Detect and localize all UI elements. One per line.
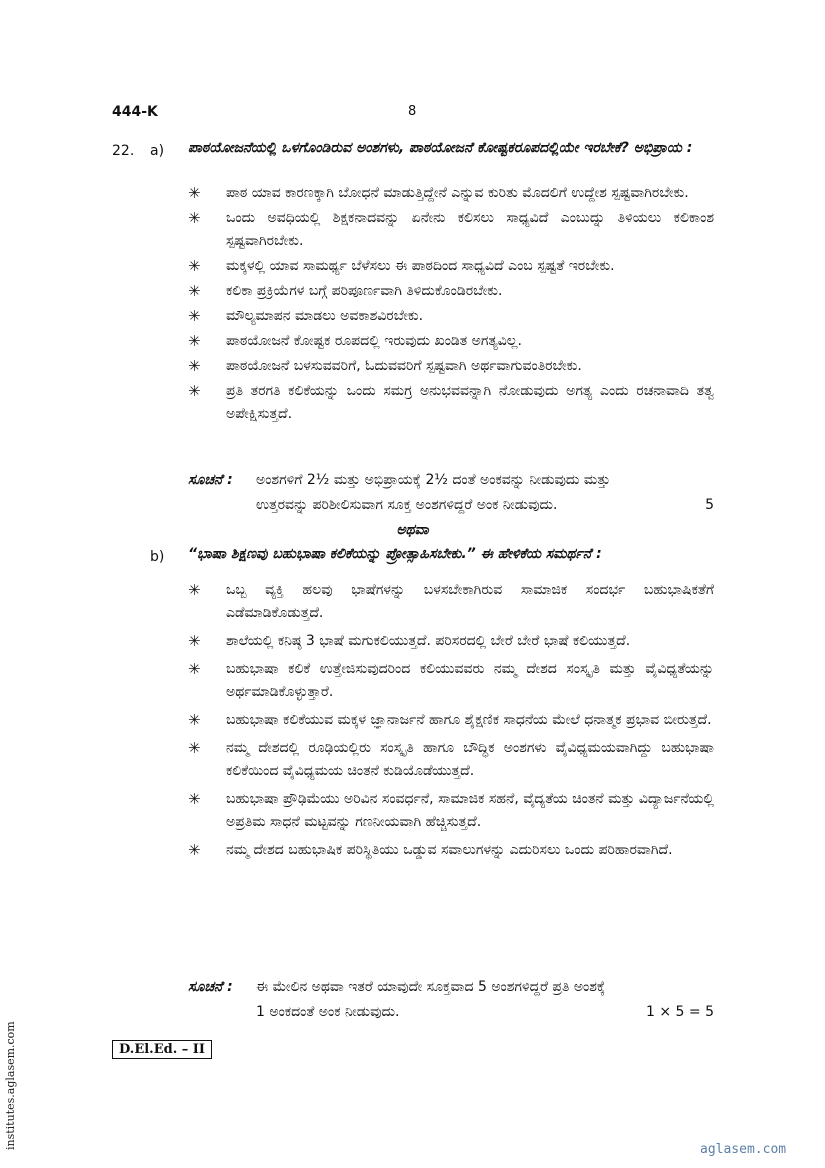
part-b-label: b) <box>150 549 165 565</box>
asterisk-icon: ✳ <box>188 209 201 227</box>
asterisk-icon: ✳ <box>188 307 201 325</box>
part-a-points <box>188 182 714 428</box>
list-item: ✳ ಬಹುಭಾಷಾ ಕಲಿಕೆಯುವ ಮಕ್ಕಳ ಜ್ಞಾನಾರ್ಜನೆ ಹಾಗೂ ಶೈಕ್ಷಣಿಕ ಸಾಧನೆಯ ಮೇಲೆ ಧನಾತ್ಮಕ ಪ್ರಭಾವ ಬೀರುತ್ತದೆ. <box>188 709 714 732</box>
side-watermark: institutes.aglasem.com <box>4 1021 17 1150</box>
list-item: ✳ ಪಾಠಯೋಜನೆ ಬಳಸುವವರಿಗೆ, ಓದುವವರಿಗೆ ಸ್ಪಷ್ಟವಾಗಿ ಅರ್ಥವಾಗುವಂತಿರಬೇಕು. <box>188 355 714 378</box>
part-b-note <box>188 976 714 1026</box>
or-separator: ಅಥವಾ <box>396 522 429 538</box>
paper-code: 444-K <box>112 104 158 120</box>
note-line-1: ಈ ಮೇಲಿನ ಅಥವಾ ಇತರೆ ಯಾವುದೇ ಸೂಕ್ತವಾದ 5 ಅಂಶಗಳಿದ್ದರೆ ಪ್ರತಿ ಅಂಶಕ್ಕೆ <box>256 979 606 995</box>
part-b-heading: “ಭಾಷಾ ಶಿಕ್ಷಣವು ಬಹುಭಾಷಾ ಕಲಿಕೆಯನ್ನು ಪ್ರೋತ್ಸಾಹಿಸಬೇಕು.” ಈ ಹೇಳಿಕೆಯ ಸಮರ್ಥನೆ : <box>188 546 602 562</box>
course-box: D.El.Ed. – II <box>112 1040 212 1059</box>
list-item: ✳ ಪ್ರತಿ ತರಗತಿ ಕಲಿಕೆಯನ್ನು ಒಂದು ಸಮಗ್ರ ಅನುಭವವನ್ನಾಗಿ ನೋಡುವುದು ಅಗತ್ಯ ಎಂದು ರಚನಾವಾದಿ ತತ್ವ ಅಪೇಕ್ಷಿಸುತ್ತದೆ. <box>188 380 714 426</box>
asterisk-icon: ✳ <box>188 332 201 350</box>
marks: 5 <box>705 497 714 513</box>
part-a-label: a) <box>150 143 165 159</box>
list-item: ✳ ಮಕ್ಕಳಲ್ಲಿ ಯಾವ ಸಾಮರ್ಥ್ಯ ಬೆಳೆಸಲು ಈ ಪಾಠದಿಂದ ಸಾಧ್ಯವಿದೆ ಎಂಬ ಸ್ಪಷ್ಟತೆ ಇರಬೇಕು. <box>188 255 714 278</box>
asterisk-icon: ✳ <box>188 382 201 400</box>
note-line-2: ಉತ್ತರವನ್ನು ಪರಿಶೀಲಿಸುವಾಗ ಸೂಕ್ತ ಅಂಶಗಳಿದ್ದರೆ ಅಂಕ ನೀಡುವುದು. <box>256 497 558 513</box>
asterisk-icon: ✳ <box>188 581 201 599</box>
marks: 1 × 5 = 5 <box>646 1004 714 1020</box>
site-watermark: aglasem.com <box>700 1142 787 1157</box>
asterisk-icon: ✳ <box>188 660 201 678</box>
asterisk-icon: ✳ <box>188 282 201 300</box>
list-item: ✳ ಬಹುಭಾಷಾ ಕಲಿಕೆ ಉತ್ತೇಜಿಸುವುದರಿಂದ ಕಲಿಯುವವರು ನಮ್ಮ ದೇಶದ ಸಂಸ್ಕೃತಿ ಮತ್ತು ವೈವಿಧ್ಯತೆಯನ್ನು ಅರ್ಥಮಾಡಿಕೊಳ್ಳುತ್ತಾರೆ. <box>188 658 714 704</box>
asterisk-icon: ✳ <box>188 841 201 859</box>
asterisk-icon: ✳ <box>188 739 201 757</box>
list-item: ✳ ಒಂದು ಅವಧಿಯಲ್ಲಿ ಶಿಕ್ಷಕನಾದವನ್ನು ಏನೇನು ಕಲಿಸಲು ಸಾಧ್ಯವಿದೆ ಎಂಬುದ್ನು ತಿಳಿಯಲು ಕಲಿಕಾಂಶ ಸ್ಪಷ್ಟವಾಗಿರಬೇಕು. <box>188 207 714 253</box>
list-item: ✳ ಮೌಲ್ಯಮಾಪನ ಮಾಡಲು ಅವಕಾಶವಿರಬೇಕು. <box>188 305 714 328</box>
list-item: ✳ ಕಲಿಕಾ ಪ್ರಕ್ರಿಯೆಗಳ ಬಗ್ಗೆ ಪರಿಪೂರ್ಣವಾಗಿ ತಿಳಿದುಕೊಂಡಿರಬೇಕು. <box>188 280 714 303</box>
list-item: ✳ ಶಾಲೆಯಲ್ಲಿ ಕನಿಷ್ಠ 3 ಭಾಷೆ ಮಗುಕಲಿಯುತ್ತದೆ. ಪರಿಸರದಲ್ಲಿ ಬೇರೆ ಬೇರೆ ಭಾಷೆ ಕಲಿಯುತ್ತದೆ. <box>188 630 714 653</box>
part-a-note <box>188 469 714 519</box>
list-item: ✳ ಬಹುಭಾಷಾ ಪ್ರೌಢಿಮೆಯು ಅರಿವಿನ ಸಂವರ್ಧನೆ, ಸಾಮಾಜಿಕ ಸಹನೆ, ವೈದ್ಯತೆಯ ಚಿಂತನೆ ಮತ್ತು ವಿದ್ಯಾರ್ಜನೆಯಲ್ಲಿ ಅಪ್ರತಿಮ ಸಾಧನೆ ಮಟ್ಟವನ್ನು ಗಣನೀಯವಾಗಿ ಹೆಚ್ಚಿಸುತ್ತದೆ. <box>188 788 714 834</box>
note-line-2: 1 ಅಂಕದಂತೆ ಅಂಕ ನೀಡುವುದು. <box>256 1004 400 1020</box>
asterisk-icon: ✳ <box>188 184 201 202</box>
list-item: ✳ ನಮ್ಮ ದೇಶದ ಬಹುಭಾಷಿಕ ಪರಿಸ್ಥಿತಿಯು ಒಡ್ಡುವ ಸವಾಲುಗಳನ್ನು ಎದುರಿಸಲು ಒಂದು ಪರಿಹಾರವಾಗಿದೆ. <box>188 839 714 862</box>
list-item: ✳ ಒಬ್ಬ ವ್ಯಕ್ತಿ ಹಲವು ಭಾಷೆಗಳನ್ನು ಬಳಸಬೇಕಾಗಿರುವ ಸಾಮಾಜಿಕ ಸಂದರ್ಭ ಬಹುಭಾಷಿಕತೆಗೆ ಎಡೆಮಾಡಿಕೊಡುತ್ತದೆ. <box>188 579 714 625</box>
part-a-heading: ಪಾಠಯೋಜನೆಯಲ್ಲಿ ಒಳಗೊಂಡಿರುವ ಅಂಶಗಳು, ಪಾಠಯೋಜನೆ ಕೋಷ್ಟಕರೂಪದಲ್ಲಿಯೇ ಇರಬೇಕೆ? ಅಭಿಪ್ರಾಯ : <box>188 140 693 156</box>
asterisk-icon: ✳ <box>188 257 201 275</box>
note-line-1: ಅಂಶಗಳಿಗೆ 2½ ಮತ್ತು ಅಭಿಪ್ರಾಯಕ್ಕೆ 2½ ದಂತೆ ಅಂಕವನ್ನು ನೀಡುವುದು ಮತ್ತು <box>256 472 611 488</box>
part-b-points <box>188 579 714 867</box>
asterisk-icon: ✳ <box>188 632 201 650</box>
question-number: 22. <box>112 143 135 159</box>
note-label: ಸೂಚನೆ : <box>188 472 233 488</box>
asterisk-icon: ✳ <box>188 357 201 375</box>
note-label: ಸೂಚನೆ : <box>188 979 233 995</box>
page-number: 8 <box>408 104 417 119</box>
list-item: ✳ ನಮ್ಮ ದೇಶದಲ್ಲಿ ರೂಢಿಯಲ್ಲಿರು ಸಂಸ್ಕೃತಿ ಹಾಗೂ ಬೌದ್ಧಿಕ ಅಂಶಗಳು ವೈವಿಧ್ಯಮಯವಾಗಿದ್ದು ಬಹುಭಾಷಾ ಕಲಿಕೆಯಿಂದ ವೈವಿಧ್ಯಮಯ ಚಿಂತನೆ ಕುಡಿಯೊಡೆಯುತ್ತದೆ. <box>188 737 714 783</box>
list-item: ✳ ಪಾಠ ಯಾವ ಕಾರಣಕ್ಕಾಗಿ ಬೋಧನೆ ಮಾಡುತ್ತಿದ್ದೇನೆ ಎನ್ನುವ ಕುರಿತು ಮೊದಲಿಗೆ ಉದ್ದೇಶ ಸ್ಪಷ್ಟವಾಗಿರಬೇಕು. <box>188 182 714 205</box>
list-item: ✳ ಪಾಠಯೋಜನೆ ಕೋಷ್ಟಕ ರೂಪದಲ್ಲಿ ಇರುವುದು ಖಂಡಿತ ಅಗತ್ಯವಿಲ್ಲ. <box>188 330 714 353</box>
asterisk-icon: ✳ <box>188 711 201 729</box>
asterisk-icon: ✳ <box>188 790 201 808</box>
